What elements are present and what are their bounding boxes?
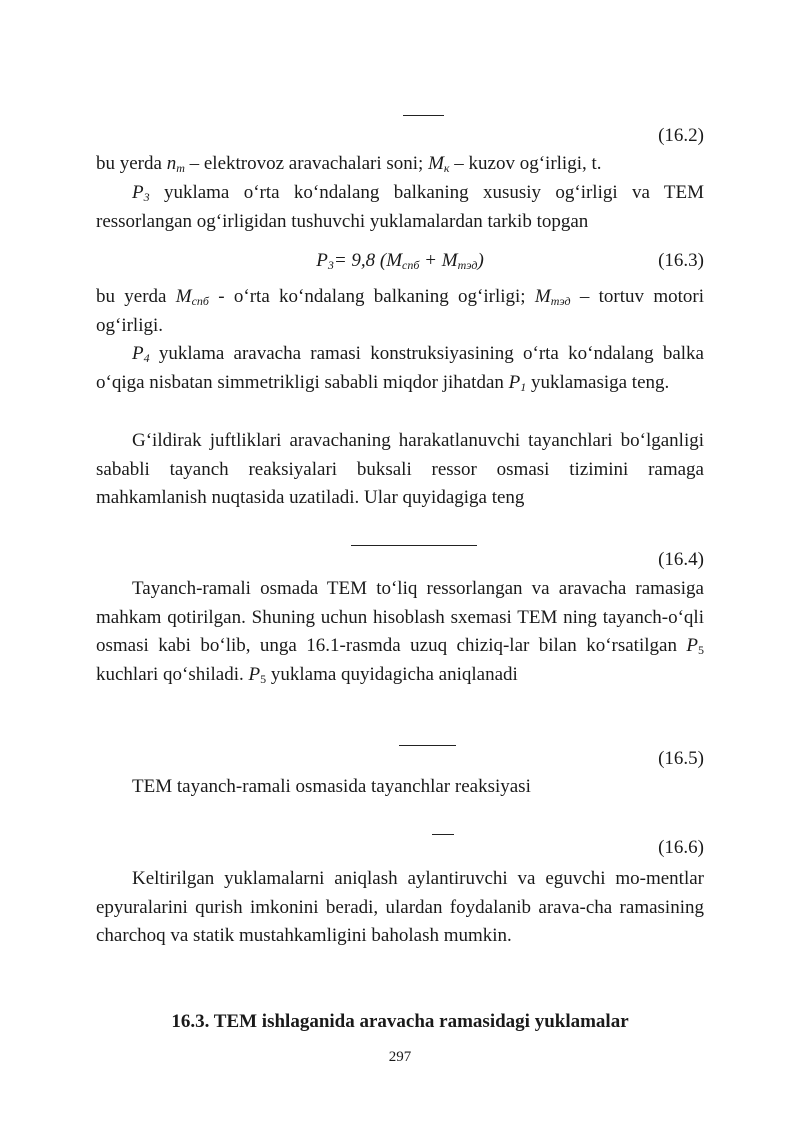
paragraph-7: TEM tayanch-ramali osmasida tayanchlar reaksiyasi bbox=[132, 776, 531, 797]
equation-number: (16.6) bbox=[658, 837, 704, 858]
paragraph-6: Tayanch-ramali osmada TEM to‘liq ressorlangan va aravacha ramasiga mahkam qotirilgan. Shuning uchun hisoblash sxemasi TEM ning tayanch-o‘qli osmasi kabi bo‘lib, unga 16.1-rasmda uzuq chiziq-lar bilan ko‘rsatilgan $P_5$ kuchlari qo‘shiladi. $P_5$ yuklama quyidagicha aniqlanadi bbox=[96, 578, 704, 686]
equation-body: $P_3= 9,8$ $(M_{спб} + M_{тэд})$ bbox=[316, 250, 484, 272]
paragraph-2: $P_3$ yuklama o‘rta ko‘ndalang balkaning xususiy og‘irligi va TEM ressorlangan og‘irligidan tushuvchi yuklamalardan tarkib topgan bbox=[96, 182, 704, 232]
document-page bbox=[96, 0, 704, 1131]
equation-number: (16.5) bbox=[658, 748, 704, 769]
page-number: 297 bbox=[388, 1049, 412, 1065]
equation-16-4 bbox=[96, 546, 704, 574]
paragraph-1: bu yerda $n_m$ – elektrovoz aravachalari soni; $M_к$ – kuzov og‘irligi, t. bbox=[96, 153, 602, 175]
equation-16-2 bbox=[96, 122, 704, 150]
fraction-bar-16-2 bbox=[403, 115, 444, 116]
equation-16-5 bbox=[96, 745, 704, 773]
paragraph-4: $P_4$ yuklama aravacha ramasi konstruksiyasining o‘rta ko‘ndalang balka o‘qiga nisbatan simmetrikligi sababli miqdor jihatdan $P_1$ yuklamasiga teng. bbox=[96, 343, 704, 394]
section-heading: 16.3. TEM ishlaganida aravacha ramasidagi yuklamalar bbox=[171, 1011, 629, 1032]
equation-16-3 bbox=[96, 247, 704, 275]
paragraph-8: Keltirilgan yuklamalarni aniqlash aylantiruvchi va eguvchi mo-mentlar epyuralarini qurish imkonini beradi, ulardan foydalanib arava-cha ramasining charchoq va statik mustahkamligini baholash mumkin. bbox=[96, 868, 704, 947]
equation-number: (16.3) bbox=[658, 250, 704, 271]
equation-number: (16.2) bbox=[658, 125, 704, 146]
equation-number: (16.4) bbox=[658, 549, 704, 570]
paragraph-5: G‘ildirak juftliklari aravachaning harakatlanuvchi tayanchlari bo‘lganligi sababli tayanch reaksiyalari buksali ressor osmasi tizimini ramaga mahkamlanish nuqtasida uzatiladi. Ular quyidagiga teng bbox=[96, 430, 704, 509]
equation-16-6 bbox=[96, 834, 704, 862]
paragraph-3: bu yerda $M_{спб}$ - o‘rta ko‘ndalang balkaning og‘irligi; $M_{тэд}$ – tortuv motori og‘irligi. bbox=[96, 286, 704, 336]
